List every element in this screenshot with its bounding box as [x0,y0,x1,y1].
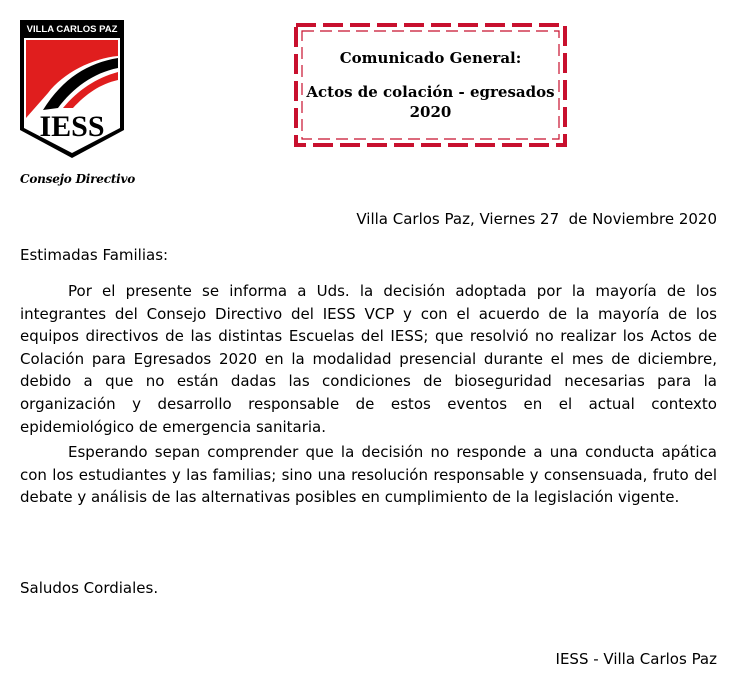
shield-icon [18,18,126,160]
letter-signature: IESS - Villa Carlos Paz [555,650,717,668]
notice-box [293,22,568,148]
iess-shield-logo [18,18,126,160]
logo-caption: Consejo Directivo [20,172,136,186]
notice-subtitle: Actos de colación - egresados 2020 [306,83,555,121]
letter-date: Villa Carlos Paz, Viernes 27 de Noviembre 2020 [356,210,717,228]
logo-top-text: VILLA CARLOS PAZ [26,24,118,35]
letter-closing: Saludos Cordiales. [20,579,159,597]
logo-main-text: IESS [39,110,105,143]
letter-salutation: Estimadas Familias: [20,246,169,264]
notice-title: Comunicado General: [339,49,522,67]
letter-paragraph: Por el presente se informa a Uds. la decisión adoptada por la mayoría de los integrantes del Consejo Directivo del IESS VCP y con el acuerdo de la mayoría de los equipos directivos de las distintas Escuelas del IESS; que resolvió no realizar los Actos de Colación para Egresados 2020 en la modalidad presencial durante el mes de diciembre, debido a que no están dadas las condiciones de bioseguridad necesarias para la organización y desarrollo responsable de estos eventos en el actual contexto epidemiológico de emergencia sanitaria. [20,282,717,436]
letter-paragraph: Esperando sepan comprender que la decisión no responde a una conducta apática con los estudiantes y las familias; sino una resolución responsable y consensuada, fruto del debate y análisis de las alternativas posibles en cumplimiento de la legislación vigente. [20,443,717,507]
